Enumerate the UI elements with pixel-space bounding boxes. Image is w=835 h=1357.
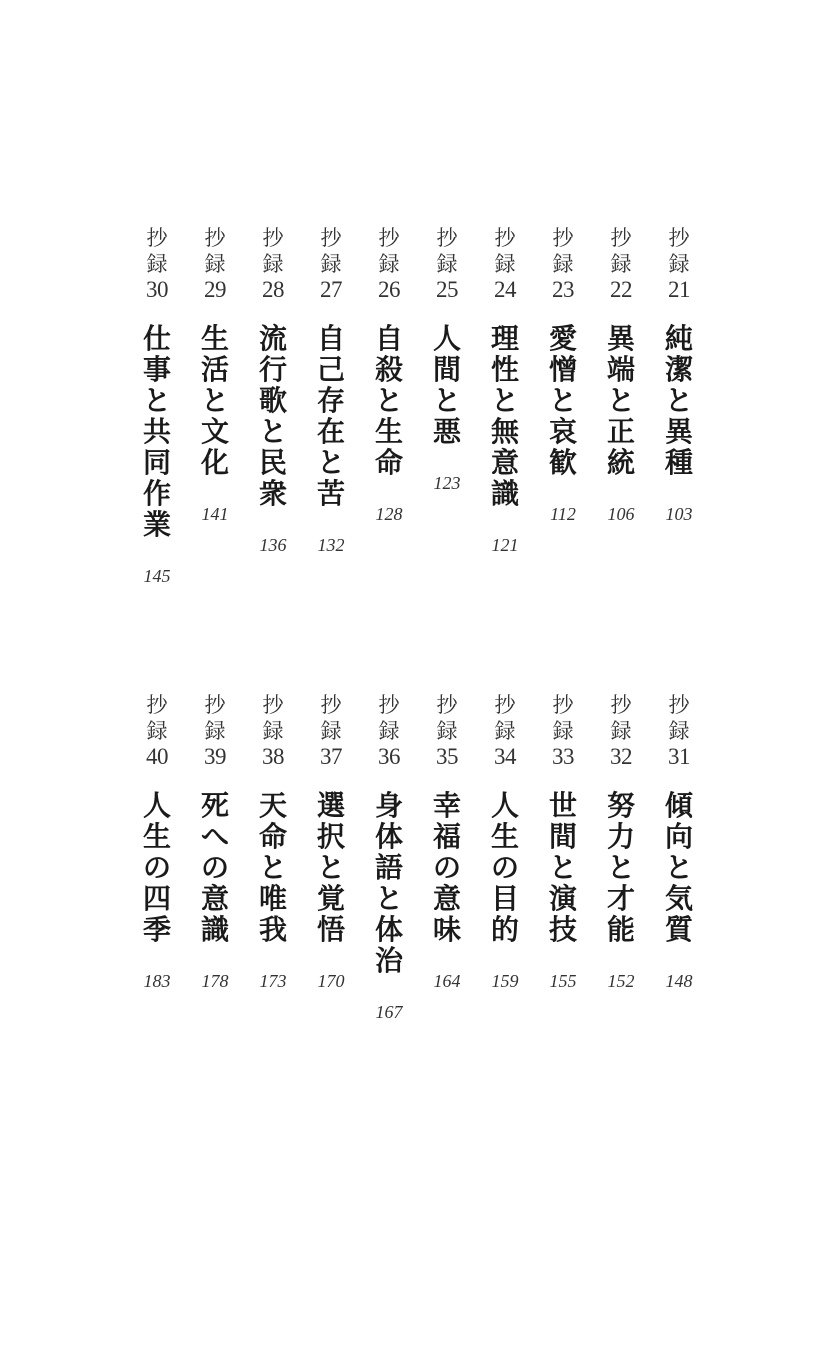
entry-page-number: 173 xyxy=(259,971,287,991)
entry-label xyxy=(311,225,351,303)
entry-label-text: 抄 録 xyxy=(378,693,400,743)
entry-page-number: 145 xyxy=(143,566,171,586)
entry-number: 22 xyxy=(610,277,632,302)
entry-label xyxy=(659,692,699,770)
entry-title: 流 行 歌 と 民 衆 xyxy=(258,322,287,510)
entry-label-text: 抄 録 xyxy=(610,693,632,743)
entry-label-text: 抄 録 xyxy=(146,693,168,743)
entry-page-number: 136 xyxy=(259,535,287,555)
toc-entry-25[interactable] xyxy=(427,225,467,625)
toc-entry-40[interactable] xyxy=(137,692,177,1062)
toc-entry-31[interactable] xyxy=(659,692,699,1062)
entry-page-number: 170 xyxy=(317,971,345,991)
entry-page-number: 178 xyxy=(201,971,229,991)
entry-label-text: 抄 録 xyxy=(436,693,458,743)
entry-page-number: 112 xyxy=(550,504,576,524)
entry-number: 33 xyxy=(552,744,574,769)
entry-number: 35 xyxy=(436,744,458,769)
entry-title: 自 殺 と 生 命 xyxy=(374,322,403,479)
entry-number: 24 xyxy=(494,277,516,302)
entry-page-number: 167 xyxy=(375,1002,403,1022)
entry-label xyxy=(137,692,177,770)
entry-label-text: 抄 録 xyxy=(204,693,226,743)
entry-title: 幸 福 の 意 味 xyxy=(432,789,461,946)
entry-title: 身 体 語 と 体 治 xyxy=(374,789,403,977)
entry-number: 27 xyxy=(320,277,342,302)
entry-number: 40 xyxy=(146,744,168,769)
entry-label-text: 抄 録 xyxy=(436,226,458,276)
entry-label-text: 抄 録 xyxy=(668,226,690,276)
toc-block-1 xyxy=(0,225,835,625)
entry-label xyxy=(253,692,293,770)
entry-page-number: 123 xyxy=(433,473,461,493)
entry-label xyxy=(253,225,293,303)
entry-label-text: 抄 録 xyxy=(204,226,226,276)
toc-entry-23[interactable] xyxy=(543,225,583,625)
entry-label-text: 抄 録 xyxy=(378,226,400,276)
toc-entry-22[interactable] xyxy=(601,225,641,625)
entry-title: 異 端 と 正 統 xyxy=(606,322,635,479)
entry-label xyxy=(659,225,699,303)
entry-title: 純 潔 と 異 種 xyxy=(664,322,693,479)
entry-page-number: 121 xyxy=(491,535,519,555)
entry-number: 34 xyxy=(494,744,516,769)
entry-label-text: 抄 録 xyxy=(610,226,632,276)
entry-number: 21 xyxy=(668,277,690,302)
entry-page-number: 164 xyxy=(433,971,461,991)
entry-page-number: 152 xyxy=(607,971,635,991)
toc-entry-39[interactable] xyxy=(195,692,235,1062)
entry-title: 死 へ の 意 識 xyxy=(200,789,229,946)
entry-title: 人 生 の 四 季 xyxy=(142,789,171,946)
entry-page-number: 132 xyxy=(317,535,345,555)
entry-label-text: 抄 録 xyxy=(494,226,516,276)
entry-label xyxy=(485,225,525,303)
entry-title: 傾 向 と 気 質 xyxy=(664,789,693,946)
entry-page-number: 106 xyxy=(607,504,635,524)
entry-label xyxy=(601,692,641,770)
entry-label-text: 抄 録 xyxy=(320,693,342,743)
entry-number: 26 xyxy=(378,277,400,302)
entry-label xyxy=(543,225,583,303)
entry-label xyxy=(427,225,467,303)
entry-label-text: 抄 録 xyxy=(494,693,516,743)
toc-entry-35[interactable] xyxy=(427,692,467,1062)
entry-page-number: 141 xyxy=(201,504,229,524)
entry-label xyxy=(195,692,235,770)
entry-title: 天 命 と 唯 我 xyxy=(258,789,287,946)
entry-number: 31 xyxy=(668,744,690,769)
entry-number: 39 xyxy=(204,744,226,769)
toc-entry-30[interactable] xyxy=(137,225,177,625)
toc-entry-36[interactable] xyxy=(369,692,409,1062)
entry-title: 人 生 の 目 的 xyxy=(490,789,519,946)
entry-label xyxy=(311,692,351,770)
entry-label xyxy=(369,692,409,770)
entry-number: 30 xyxy=(146,277,168,302)
entry-title: 愛 憎 と 哀 歓 xyxy=(548,322,577,479)
entry-number: 38 xyxy=(262,744,284,769)
toc-entry-24[interactable] xyxy=(485,225,525,625)
toc-entry-26[interactable] xyxy=(369,225,409,625)
toc-block-2 xyxy=(0,692,835,1062)
entry-label xyxy=(485,692,525,770)
toc-entry-29[interactable] xyxy=(195,225,235,625)
entry-label-text: 抄 録 xyxy=(320,226,342,276)
entry-page-number: 155 xyxy=(549,971,577,991)
entry-label xyxy=(427,692,467,770)
entry-label-text: 抄 録 xyxy=(552,693,574,743)
entry-number: 28 xyxy=(262,277,284,302)
toc-entry-38[interactable] xyxy=(253,692,293,1062)
toc-entry-32[interactable] xyxy=(601,692,641,1062)
entry-number: 23 xyxy=(552,277,574,302)
entry-title: 選 択 と 覚 悟 xyxy=(316,789,345,946)
toc-entry-34[interactable] xyxy=(485,692,525,1062)
entry-title: 人 間 と 悪 xyxy=(432,322,461,448)
entry-label-text: 抄 録 xyxy=(262,693,284,743)
entry-label xyxy=(137,225,177,303)
entry-number: 36 xyxy=(378,744,400,769)
entry-label xyxy=(369,225,409,303)
entry-page-number: 148 xyxy=(665,971,693,991)
toc-entry-21[interactable] xyxy=(659,225,699,625)
entry-page-number: 128 xyxy=(375,504,403,524)
entry-number: 32 xyxy=(610,744,632,769)
entry-label xyxy=(195,225,235,303)
entry-title: 自 己 存 在 と 苦 xyxy=(316,322,345,510)
entry-page-number: 183 xyxy=(143,971,171,991)
entry-page-number: 103 xyxy=(665,504,693,524)
entry-number: 25 xyxy=(436,277,458,302)
entry-number: 29 xyxy=(204,277,226,302)
entry-page-number: 159 xyxy=(491,971,519,991)
toc-entry-33[interactable] xyxy=(543,692,583,1062)
entry-number: 37 xyxy=(320,744,342,769)
entry-title: 世 間 と 演 技 xyxy=(548,789,577,946)
entry-title: 仕 事 と 共 同 作 業 xyxy=(142,322,171,541)
entry-label-text: 抄 録 xyxy=(668,693,690,743)
entry-title: 生 活 と 文 化 xyxy=(200,322,229,479)
entry-title: 努 力 と 才 能 xyxy=(606,789,635,946)
toc-entry-28[interactable] xyxy=(253,225,293,625)
entry-label-text: 抄 録 xyxy=(552,226,574,276)
toc-entry-37[interactable] xyxy=(311,692,351,1062)
entry-label-text: 抄 録 xyxy=(262,226,284,276)
toc-entry-27[interactable] xyxy=(311,225,351,625)
entry-label xyxy=(601,225,641,303)
entry-label xyxy=(543,692,583,770)
entry-label-text: 抄 録 xyxy=(146,226,168,276)
entry-title: 理 性 と 無 意 識 xyxy=(490,322,519,510)
